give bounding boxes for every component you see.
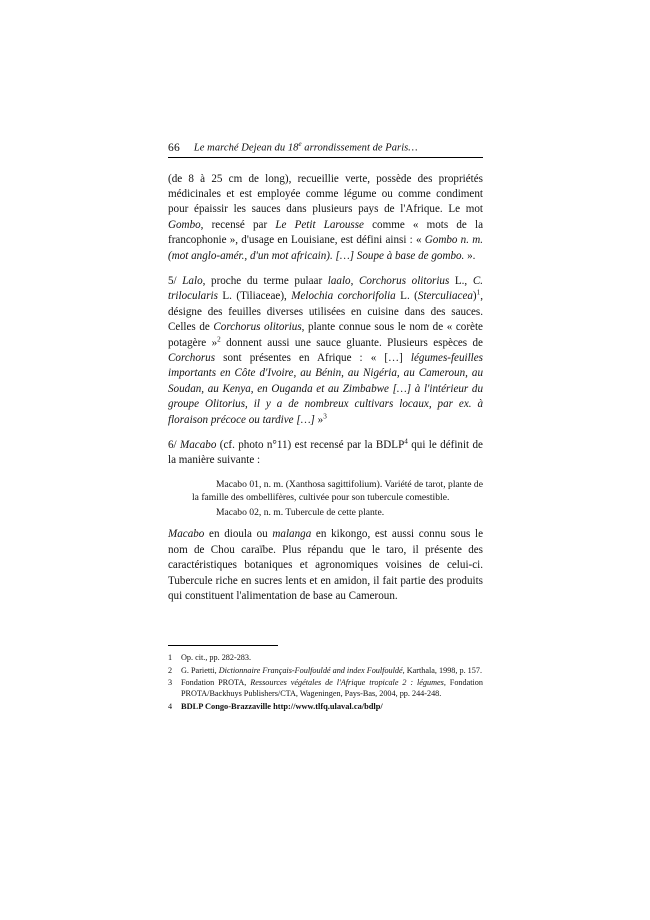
footnote-4 <box>168 701 483 712</box>
footnote-text: BDLP Congo-Brazzaville http://www.tlfq.ulaval.ca/bdlp/ <box>181 701 383 711</box>
footnote-1 <box>168 652 483 663</box>
footnote-number: 1 <box>168 653 173 662</box>
footnote-2 <box>168 665 483 676</box>
footnote-separator <box>168 645 278 646</box>
paragraph-lalo: 5/ Lalo, proche du terme pulaar laalo, Corchorus olitorius L., C. trilocularis L. (Tiliaceae), Melochia corchorifolia L. (Sterculiacea)$^1$, désigne des feuilles diverses utilisées en cuisine dans des sauces. Celles de Corchorus olitorius, plante connue sous le nom de « corète potagère »$^2$ donnent aussi une sauce gluante. Plusieurs espèces de Corchorus sont présentes en Afrique : « […] légumes-feuilles importants en Côte d'Ivoire, au Bénin, au Nigéria, au Cameroun, au Soudan, au Kenya, en Ouganda et au Zimbabwe […] à l'intérieur du groupe Olitorius, il y a de nombreux cultivars locaux, par ex. à floraison précoce ou tardive […] »$^3$ <box>168 274 484 426</box>
quote-macabo-02: Macabo 02, n. m. Tubercule de cette plante. <box>216 507 385 519</box>
running-title-pre: Le marché Dejean du 18 <box>193 142 299 154</box>
running-title-post: arrondissement de Paris… <box>301 142 418 154</box>
paragraph-macabo-intro: 6/ Macabo (cf. photo n°11) est recensé par la BDLP$^4$ qui le définit de la manière suivante : <box>168 437 483 467</box>
page-number: 66 <box>168 141 180 154</box>
footnote-ref-4: 4 <box>404 437 408 446</box>
page-header <box>168 140 483 158</box>
footnote-ref-2: 2 <box>217 334 221 343</box>
footnotes-section <box>168 645 483 713</box>
footnote-3 <box>168 677 483 699</box>
footnote-ref-3: 3 <box>323 411 327 420</box>
paragraph-gombo: (de 8 à 25 cm de long), recueillie verte, possède des propriétés médicinales et est employée comme légume ou comme condiment pour épaissir les sauces dans plusieurs pays de l'Afrique. Le mot Gombo, recensé par Le Petit Larousse comme « mots de la francophonie », d'usage en Louisiane, est défini ainsi : « Gombo n. m. (mot anglo-amér., d'un mot africain). […] Soupe à base de gombo. ». <box>168 172 484 262</box>
footnote-ref-1: 1 <box>476 288 481 297</box>
page-content <box>168 140 483 614</box>
running-title-sup: e <box>298 140 302 148</box>
paragraph-macabo-desc: Macabo en dioula ou malanga en kikongo, est aussi connu sous le nom de Chou caraïbe. Plus répandu que le taro, il présente des caractéristiques botaniques et agronomiques voisines de celui-ci. Tubercule riche en sucres lents et en amidon, il fait partie des produits qui constituent l'alimentation de base au Cameroun. <box>168 528 483 603</box>
footnote-number: 3 <box>168 678 173 687</box>
footnote-number: 2 <box>168 665 173 675</box>
quote-macabo-01: Macabo 01, n. m. (Xanthosa sagittifolium). Variété de tarot, plante de la famille des ombellifères, cultivée pour son tubercule comestible. <box>192 478 483 504</box>
running-title <box>194 140 418 154</box>
footnote-text: G. Parietti, Dictionnaire Français-Foulfouldé and index Foulfouldé, Karthala, 1998, p. 157. <box>181 665 482 675</box>
footnote-text: Op. cit., pp. 282-283. <box>181 653 252 662</box>
footnote-text: Fondation PROTA, Ressources végétales de l'Afrique tropicale 2 : légumes, Fondation PROTA/Backhuys Publishers/CTA, Wageningen, Pays-Bas, 2004, pp. 244-248. <box>181 678 483 698</box>
footnote-number: 4 <box>168 701 173 711</box>
